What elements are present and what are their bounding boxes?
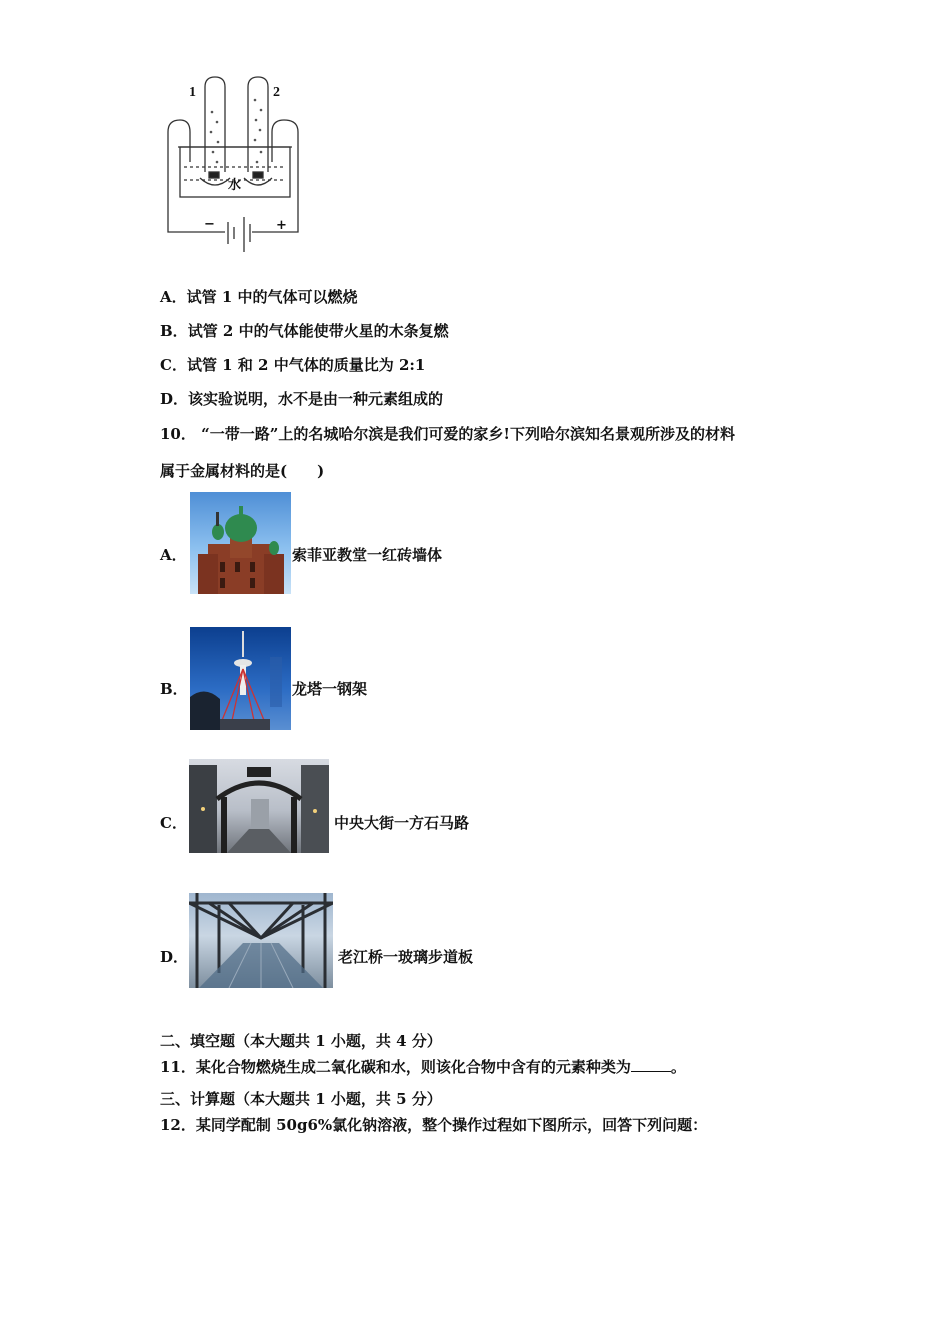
q10-option-b-caption: 龙塔一钢架 xyxy=(292,680,368,698)
q10-option-c-letter: C． xyxy=(160,814,187,832)
minus-label: − xyxy=(204,217,215,232)
st-sophia-cathedral-photo xyxy=(190,492,291,594)
old-river-bridge-photo xyxy=(189,893,333,988)
q10-stem-line1: 10． “一带一路”上的名城哈尔滨是我们可爱的家乡!下列哈尔滨知名景观所涉及的材料 xyxy=(160,425,735,443)
q10-option-a-letter: A． xyxy=(160,546,187,564)
electrolysis-diagram xyxy=(160,72,310,257)
q10-option-d-letter: D． xyxy=(160,948,189,966)
q10-option-b-letter: B． xyxy=(160,680,188,698)
central-street-photo xyxy=(189,759,329,853)
q9-option-d: D．该实验说明，水不是由一种元素组成的 xyxy=(160,390,444,408)
plus-label: + xyxy=(276,218,287,233)
q10-option-c-caption: 中央大街一方石马路 xyxy=(334,814,470,832)
q12-stem: 12．某同学配制 50g6%氯化钠溶液，整个操作过程如下图所示，回答下列问题： xyxy=(160,1116,708,1134)
q11-stem: 11．某化合物燃烧生成二氧化碳和水，则该化合物中含有的元素种类为 。 xyxy=(160,1058,686,1076)
tube-2-label: 2 xyxy=(273,85,280,100)
section2-heading: 二、填空题（本大题共 1 小题，共 4 分） xyxy=(160,1032,442,1050)
q10-stem-line2: 属于金属材料的是( ) xyxy=(160,462,325,480)
q10-option-a-caption: 索菲亚教堂一红砖墙体 xyxy=(292,546,443,564)
section3-heading: 三、计算题（本大题共 1 小题，共 5 分） xyxy=(160,1090,442,1108)
q11-answer-blank[interactable] xyxy=(631,1057,671,1072)
q10-option-d-caption: 老江桥一玻璃步道板 xyxy=(338,948,474,966)
water-label: 水 xyxy=(228,178,242,193)
tube-1-label: 1 xyxy=(189,85,196,100)
q9-option-b: B．试管 2 中的气体能使带火星的木条复燃 xyxy=(160,322,449,340)
q9-option-c: C．试管 1 和 2 中气体的质量比为 2:1 xyxy=(160,356,426,374)
q9-option-a: A．试管 1 中的气体可以燃烧 xyxy=(160,288,358,306)
dragon-tower-photo xyxy=(190,627,291,730)
